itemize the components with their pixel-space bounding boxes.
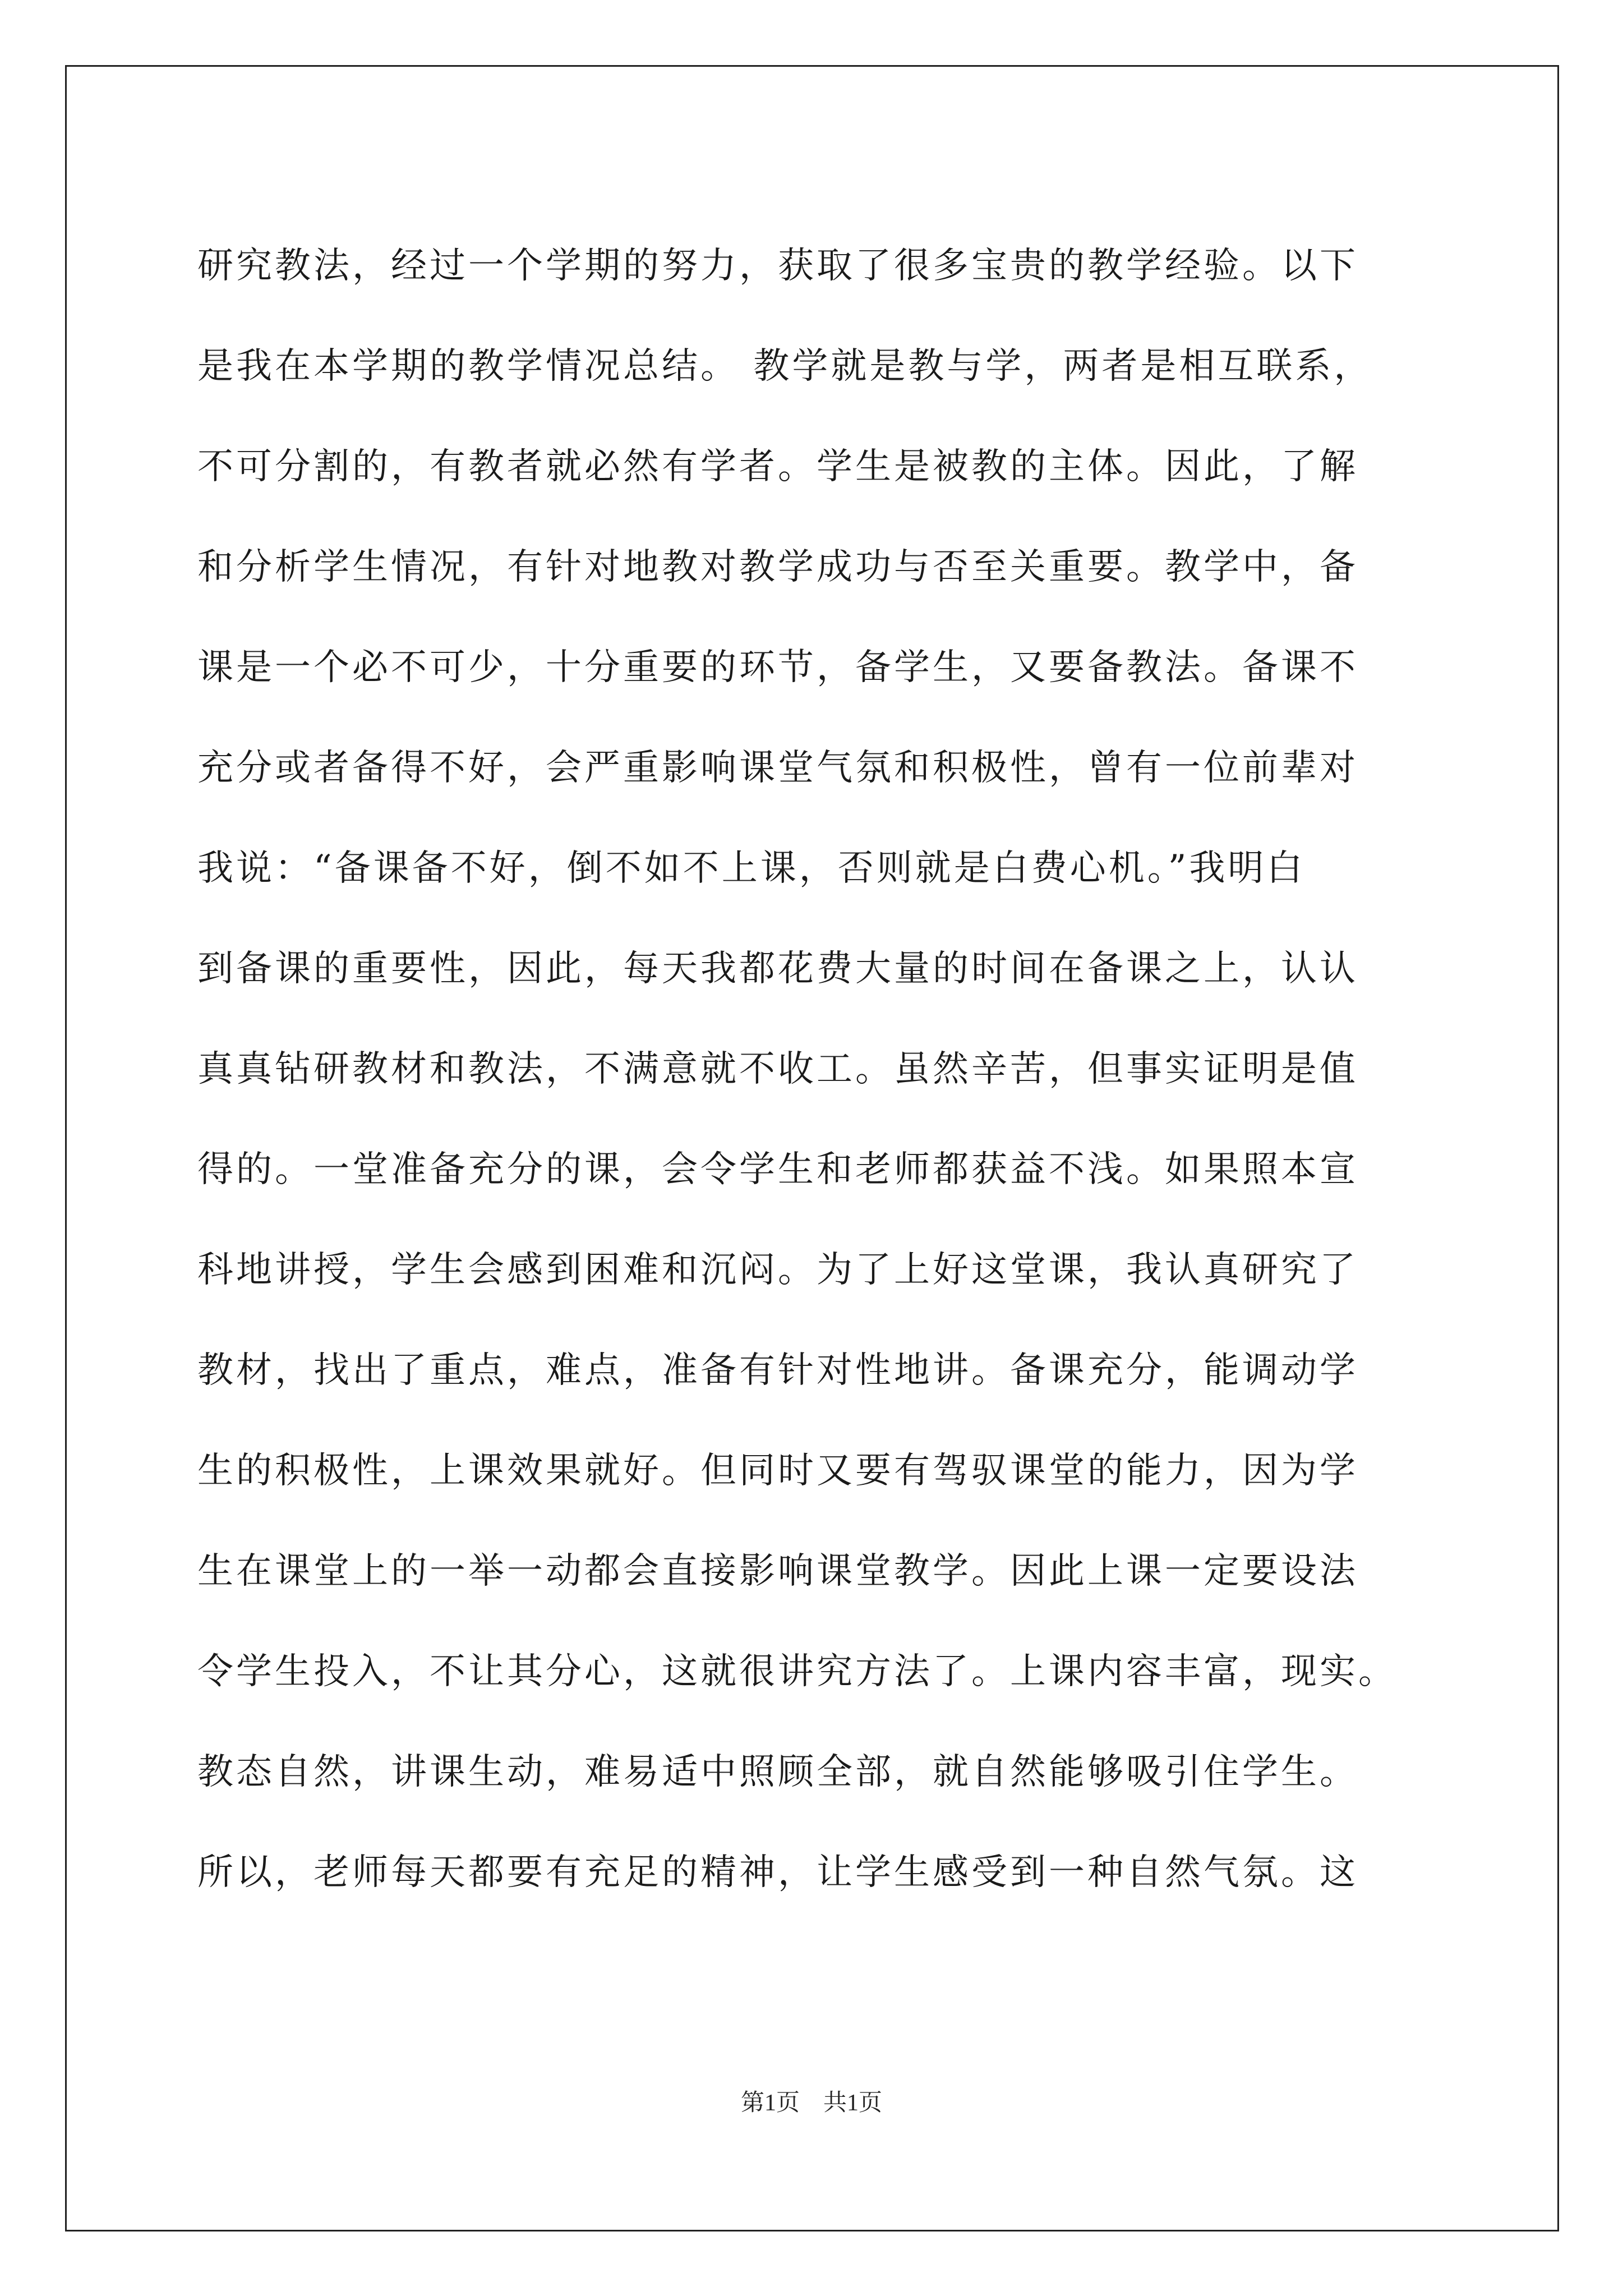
text-line: 教态自然，讲课生动，难易适中照顾全部，就自然能够吸引住学生。 [197,1751,1358,1793]
page-number-label: 第1页 共1页 [740,2090,882,2116]
text-line: 和分析学生情况，有针对地教对教学成功与否至关重要。教学中，备 [197,546,1358,588]
text-line: 科地讲授，学生会感到困难和沉闷。为了上好这堂课，我认真研究了 [197,1249,1358,1291]
text-line: 生的积极性，上课效果就好。但同时又要有驾驭课堂的能力，因为学 [197,1450,1358,1492]
text-line: 我说：“备课备不好，倒不如不上课，否则就是白费心机。”我明白 [197,848,1306,889]
text-line: 充分或者备得不好，会严重影响课堂气氛和积极性，曾有一位前辈对 [197,747,1358,789]
text-line: 研究教法，经过一个学期的努力，获取了很多宝贵的教学经验。以下 [197,245,1358,287]
document-body [197,216,1454,1923]
text-line: 教材，找出了重点，难点，准备有针对性地讲。备课充分，能调动学 [197,1350,1358,1391]
page-footer [0,2084,1623,2118]
text-line: 生在课堂上的一举一动都会直接影响课堂教学。因此上课一定要设法 [197,1550,1358,1592]
text-line: 课是一个必不可少，十分重要的环节，备学生，又要备教法。备课不 [197,647,1358,688]
text-line: 到备课的重要性，因此，每天我都花费大量的时间在备课之上，认认 [197,948,1358,990]
text-line: 不可分割的，有教者就必然有学者。学生是被教的主体。因此，了解 [197,446,1358,487]
text-line: 所以，老师每天都要有充足的精神，让学生感受到一种自然气氛。这 [197,1852,1358,1893]
text-line: 是我在本学期的教学情况总结。 教学就是教与学，两者是相互联系， [197,346,1373,387]
text-line: 得的。一堂准备充分的课，会令学生和老师都获益不浅。如果照本宣 [197,1149,1358,1190]
text-line: 令学生投入，不让其分心，这就很讲究方法了。上课内容丰富，现实。 [197,1651,1397,1692]
text-line: 真真钻研教材和教法，不满意就不收工。虽然辛苦，但事实证明是值 [197,1048,1358,1090]
